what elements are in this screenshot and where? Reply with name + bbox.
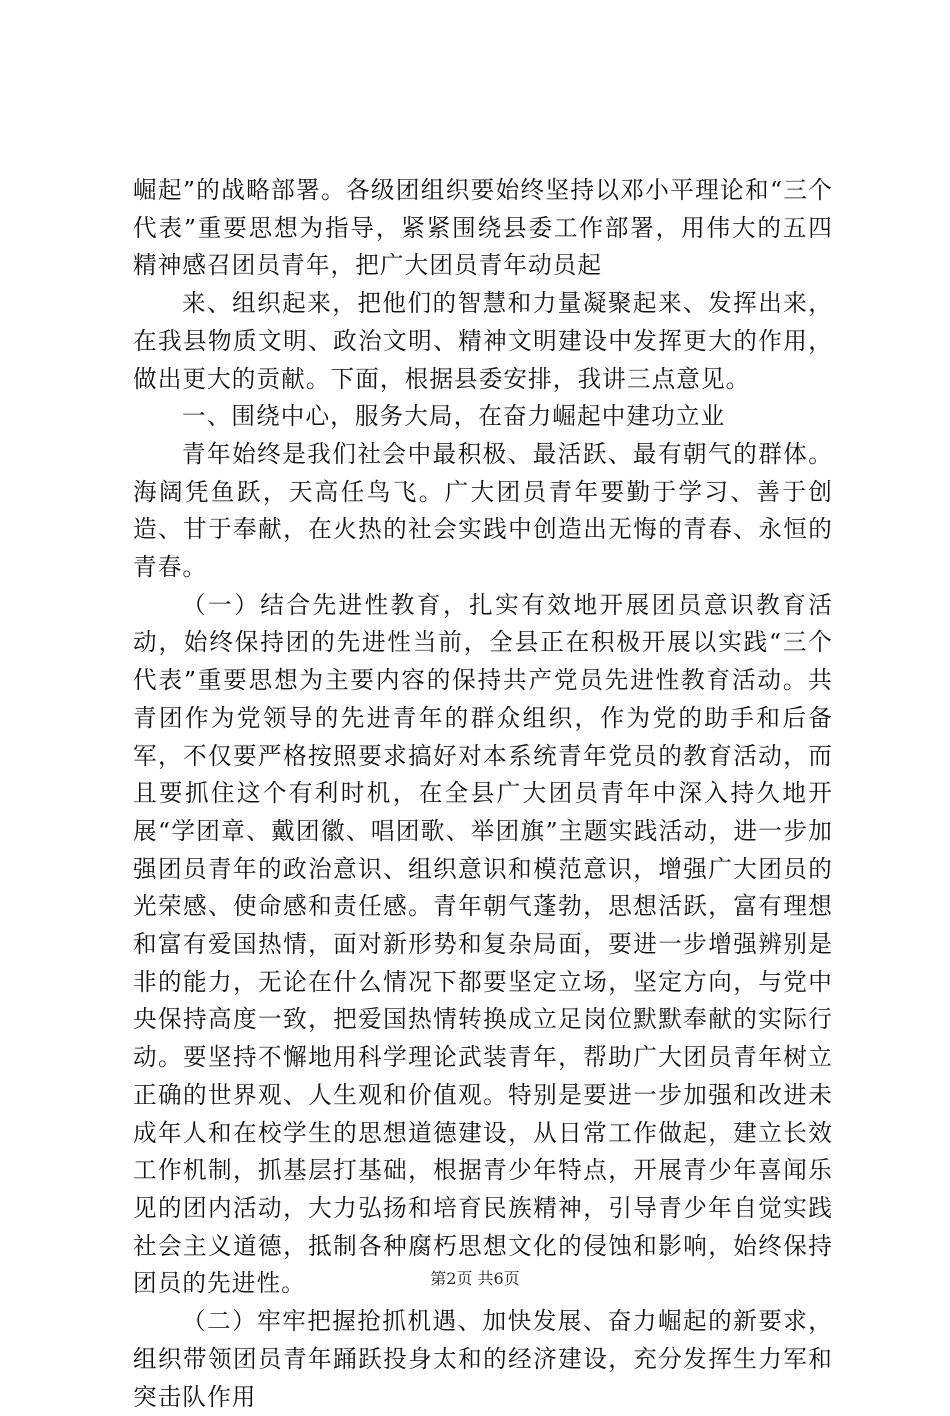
page-number-footer: 第2页 共6页 xyxy=(430,1269,520,1288)
document-body xyxy=(133,172,833,1416)
paragraph-1: 崛起”的战略部署。各级团组织要始终坚持以邓小平理论和“三个代表”重要思想为指导，紧紧围绕县委工作部署，用伟大的五四精神感召团员青年，把广大团员青年动员起 xyxy=(133,176,833,280)
paragraph-3: 青年始终是我们社会中最积极、最活跃、最有朝气的群体。海阔凭鱼跃，天高任鸟飞。广大团员青年要勤于学习、善于创造、甘于奉献，在火热的社会实践中创造出无悔的青春、永恒的青春。 xyxy=(133,439,833,582)
paragraph-4: （一）结合先进性教育，扎实有效地开展团员意识教育活动，始终保持团的先进性当前，全县正在积极开展以实践“三个代表”重要思想为主要内容的保持共产党员先进性教育活动。共青团作为党领导的先进青年的群众组织，作为党的助手和后备军，不仅要严格按照要求搞好对本系统青年党员的教育活动，而且要抓住这个有利时机，在全县广大团员青年中深入持久地开展“学团章、戴团徽、唱团歌、举团旗”主题实践活动，进一步加强团员青年的政治意识、组织意识和模范意识，增强广大团员的光荣感、使命感和责任感。青年朝气蓬勃，思想活跃，富有理想和富有爱国热情，面对新形势和复杂局面，要进一步增强辨别是非的能力，无论在什么情况下都要坚定立场，坚定方向，与党中央保持高度一致，把爱国热情转换成立足岗位默默奉献的实际行动。要坚持不懈地用科学理论武装青年，帮助广大团员青年树立正确的世界观、人生观和价值观。特别是要进一步加强和改进未成年人和在校学生的思想道德建设，从日常工作做起，建立长效工作机制，抓基层打基础，根据青少年特点，开展青少年喜闻乐见的团内活动，大力弘扬和培育民族精神，引导青少年自觉实践社会主义道德，抵制各种腐朽思想文化的侵蚀和影响，始终保持团员的先进性。 xyxy=(133,590,833,1298)
paragraph-2: 来、组织起来，把他们的智慧和力量凝聚起来、发挥出来，在我县物质文明、政治文明、精神文明建设中发挥更大的作用，做出更大的贡献。下面，根据县委安排，我讲三点意见。 xyxy=(133,289,833,393)
paragraph-5: （二）牢牢把握抢抓机遇、加快发展、奋力崛起的新要求，组织带领团员青年踊跃投身太和的经济建设，充分发挥生力军和突击队作用 xyxy=(133,1307,833,1411)
section-heading-1: 一、围绕中心，服务大局，在奋力崛起中建功立业 xyxy=(182,402,726,431)
